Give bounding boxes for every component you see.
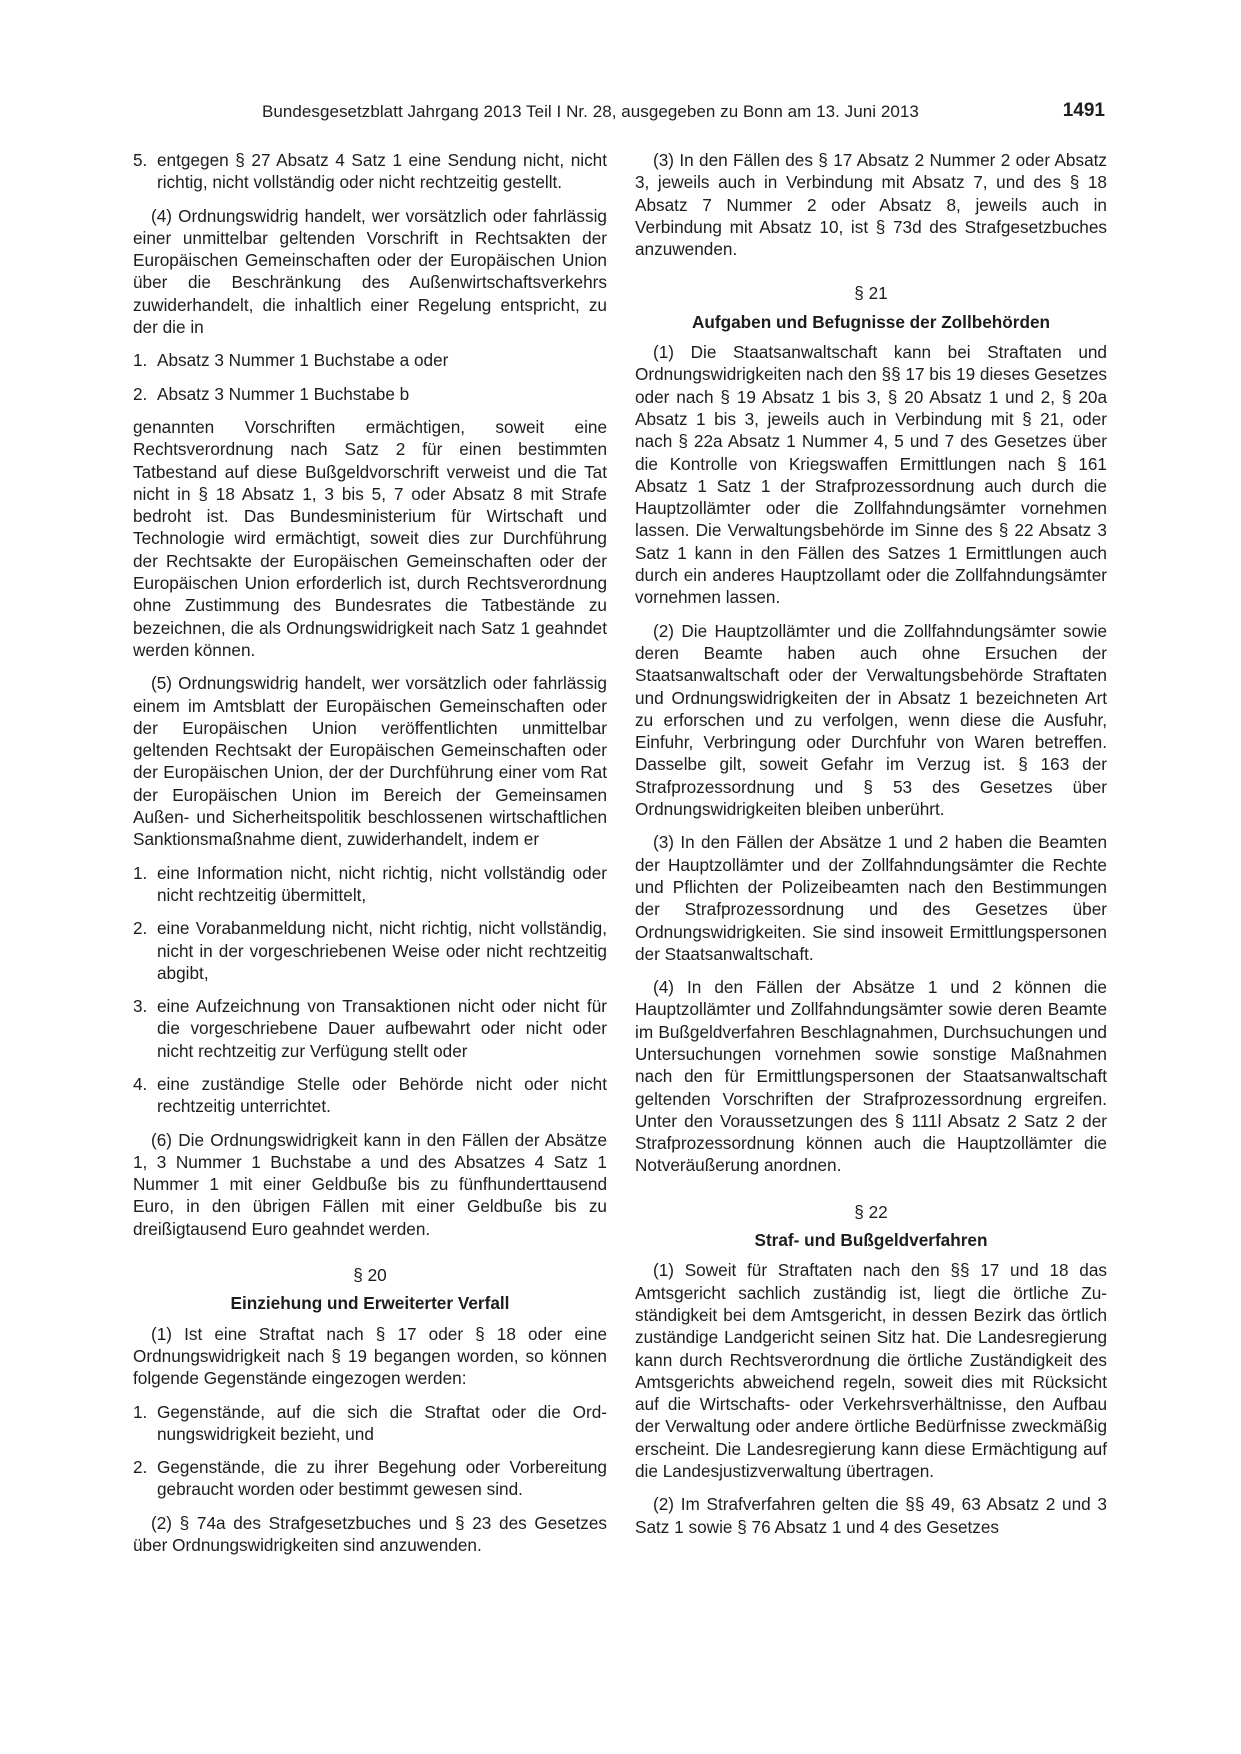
list-item-text: Absatz 3 Nummer 1 Buchstabe b <box>157 383 410 404</box>
paragraph-abs6: (6) Die Ordnungswidrigkeit kann in den Fällen der Absätze 1, 3 Nummer 1 Buchstabe a und des Absatzes 4 Satz 1 Nummer 1 mit einer Geldbuße bis zu fünfhunderttausend Euro, in den übrigen Fällen mit einer Geldbuße bis zu dreißigtausend Euro geahndet werden. <box>133 1129 607 1239</box>
list-item <box>133 1456 607 1501</box>
list-item-text: eine Aufzeichnung von Transaktionen nicht oder nicht für die vorgeschriebene Dauer aufbewahrt oder nicht oder nicht rechtzeitig zur Verfügung stellt oder <box>157 996 607 1061</box>
list-item <box>133 149 607 194</box>
paragraph-sec22-abs2: (2) Im Strafverfahren gelten die §§ 49, 63 Absatz 2 und 3 Satz 1 sowie § 76 Absatz 1 und 4 des Gesetzes <box>635 1494 1107 1537</box>
left-column <box>133 149 607 1567</box>
list-item-text: Gegenstände, auf die sich die Straftat oder die Ordnungswidrigkeit bezieht, und <box>157 1401 607 1444</box>
page-number: 1491 <box>1062 100 1105 121</box>
page-header <box>262 100 1105 128</box>
section-number-22: § 22 <box>854 1201 888 1222</box>
section-title-21: Aufgaben und Befugnisse der Zollbehörden <box>691 311 1051 332</box>
list-item <box>133 995 607 1062</box>
list-item-number: 5. <box>133 150 148 170</box>
list-item <box>133 1401 607 1446</box>
list-item <box>133 862 607 907</box>
list-item <box>133 349 607 371</box>
list-item-text: entgegen § 27 Absatz 4 Satz 1 eine Sendung nicht, nicht richtig, nicht vollständig oder nicht rechtzeitig gestellt. <box>157 150 607 193</box>
paragraph-sec21-abs3: (3) In den Fällen der Absätze 1 und 2 haben die Beamten der Hauptzollämter und der Zollfahndungsämter die Rechte und Pflichten der Polizeibeamten nach den Bestimmungen der Strafprozessordnung und des Gesetzes über Ordnungswidrigkeiten. Sie sind insoweit Ermittlungspersonen der Staatsanwaltschaft. <box>635 832 1107 964</box>
list-item-number: 2. <box>133 383 148 404</box>
list-item <box>133 383 607 405</box>
list-item <box>133 1073 607 1118</box>
paragraph-sec20-abs1: (1) Ist eine Straftat nach § 17 oder § 18 oder eine Ordnungswidrigkeit nach § 19 begangen worden, so können folgende Gegenstände eingezogen werden: <box>133 1323 607 1389</box>
paragraph-sec22-abs1: (1) Soweit für Straftaten nach den §§ 17 und 18 das Amtsgericht sachlich zuständig ist, liegt die örtliche Zuständigkeit bei dem Amtsgericht, in dessen Bezirk das örtlich zuständige Landgericht seinen Sitz hat. Die Landesregierung kann durch Rechtsverordnung die örtliche Zuständigkeit des Amtsgerichts abweichend regeln, soweit dies mit Rücksicht auf die Wirtschafts- oder Verkehrsverhältnisse, den Aufbau der Verwaltung oder andere örtliche Bedürfnisse zweckmäßig erscheint. Die Landesregierung kann diese Ermächtigung auf die Landesjustizverwaltung übertragen. <box>635 1260 1107 1482</box>
list-item-number: 1. <box>133 350 148 371</box>
list-item-number: 2. <box>133 918 148 939</box>
list-item-number: 1. <box>133 862 148 883</box>
list-item-text: Gegenstände, die zu ihrer Begehung oder Vorbereitung gebraucht worden oder bestimmt gewesen sind. <box>157 1457 607 1500</box>
list-item-text: eine Information nicht, nicht richtig, nicht vollständig oder nicht rechtzeitig übermittelt, <box>157 862 607 905</box>
list-item-number: 3. <box>133 996 148 1017</box>
paragraph-abs4: (4) Ordnungswidrig handelt, wer vorsätzlich oder fahrlässig einer unmittelbar geltenden Vorschrift in Rechtsakten der Europäischen Gemeinschaften oder der Europäischen Union über die Beschränkung des Außenwirtschaftsverkehrs zuwiderhandelt, die inhaltlich einer Regelung entspricht, zu der die in <box>133 205 607 338</box>
list-item-number: 1. <box>133 1401 148 1422</box>
paragraph-abs5: (5) Ordnungswidrig handelt, wer vorsätzlich oder fahrlässig einem im Amtsblatt der Europäischen Gemeinschaften oder der Europäischen Union veröffentlichten unmittelbar geltenden Rechtsakt der Europäischen Gemeinschaften oder der Europäischen Union, der der Durchführung einer vom Rat der Europäischen Union im Bereich der Gemeinsamen Außen- und Sicherheitspolitik beschlossenen wirtschaftlichen Sanktionsmaßnahme dient, zuwiderhandelt, indem er <box>133 673 607 850</box>
right-column <box>635 149 1107 1549</box>
list-item <box>133 917 607 984</box>
list-item-text: eine Vorabanmeldung nicht, nicht richtig, nicht vollständig, nicht in der vorgeschriebenen Weise oder nicht rechtzeitig abgibt, <box>157 918 607 983</box>
list-item-number: 4. <box>133 1073 148 1094</box>
paragraph-sec21-abs1: (1) Die Staatsanwaltschaft kann bei Straftaten und Ordnungswidrigkeiten nach den §§ 17 bis 19 dieses Gesetzes oder nach § 19 Absatz 1 bis 3, § 20 Absatz 1 und 2, § 20a Absatz 1 bis 3, jeweils auch in Verbindung mit § 21, oder nach § 22a Absatz 1 Nummer 4, 5 und 7 des Gesetzes über die Kontrolle von Kriegswaffen Ermittlungen nach § 161 Absatz 1 Satz 1 der Strafprozessordnung auch durch die Hauptzollämter oder die Zollfahndungsämter vornehmen lassen. Die Verwaltungsbehörde im Sinne des § 22 Absatz 3 Satz 1 kann in den Fällen des Satzes 1 Ermittlungen auch durch ein anderes Hauptzollamt oder die Zollfahndungsämter vornehmen lassen. <box>635 342 1107 608</box>
section-title-22: Straf- und Bußgeldverfahren <box>754 1230 988 1251</box>
paragraph-sec21-abs4: (4) In den Fällen der Absätze 1 und 2 können die Hauptzollämter und Zollfahndungsämter sowie deren Beamte im Bußgeldverfahren Beschlagnahmen, Durchsuchungen und Untersuchungen vornehmen sowie sonstige Maßnahmen nach den für Ermittlungspersonen der Staatsanwaltschaft geltenden Vorschriften der Strafprozessordnung ergreifen. Unter den Voraussetzungen des § 111l Absatz 2 Satz 2 der Strafprozessordnung können auch die Hauptzollämter die Notveräußerung anordnen. <box>635 977 1107 1176</box>
paragraph-sec20-abs2: (2) § 74a des Strafgesetzbuches und § 23 des Gesetzes über Ordnungswidrigkeiten sind anzuwenden. <box>133 1512 607 1556</box>
list-item-text: Absatz 3 Nummer 1 Buchstabe a oder <box>157 350 449 371</box>
running-title: Bundesgesetzblatt Jahrgang 2013 Teil I Nr. 28, ausgegeben zu Bonn am 13. Juni 2013 <box>262 102 919 121</box>
list-item-number: 2. <box>133 1457 148 1478</box>
paragraph-abs3-previous: (3) In den Fällen des § 17 Absatz 2 Nummer 2 oder Absatz 3, jeweils auch in Verbindung mit Absatz 7, und des § 18 Absatz 7 Nummer 2 oder Absatz 8, jeweils auch in Verbindung mit Absatz 10, ist § 73d des Strafgesetzbuches anzuwenden. <box>635 150 1107 260</box>
paragraph-abs4-continued: genannten Vorschriften ermächtigen, soweit eine Rechtsverordnung nach Satz 2 für einen bestimmten Tatbestand auf diese Bußgeldvorschrift verweist und die Tat nicht in § 18 Absatz 1, 3 bis 5, 7 oder Absatz 8 mit Strafe bedroht ist. Das Bundesministerium für Wirtschaft und Technologie wird ermächtigt, soweit dies zur Durchführung der Rechtsakte der Europäischen Gemeinschaften oder der Europäischen Union erforderlich ist, durch Rechtsverordnung ohne Zustimmung des Bundesrates die Tatbestände zu bezeichnen, die als Ordnungswidrigkeit nach Satz 1 geahndet werden können. <box>133 416 607 660</box>
section-number-20: § 20 <box>353 1265 387 1286</box>
paragraph-sec21-abs2: (2) Die Hauptzollämter und die Zollfahndungsämter sowie deren Beamte haben auch ohne Ersuchen der Staatsanwaltschaft oder der Verwaltungsbehörde Straftaten und Ordnungswidrigkeiten der in Absatz 1 bezeichneten Art zu erforschen und zu verfolgen, wenn diese die Ausfuhr, Einfuhr, Verbringung oder Durchfuhr von Waren betreffen. Dasselbe gilt, soweit Gefahr im Verzug ist. § 163 der Strafprozessordnung und § 53 des Gesetzes über Ordnungswidrigkeiten bleiben unberührt. <box>635 620 1107 820</box>
section-title-20: Einziehung und Erweiterter Verfall <box>230 1293 510 1314</box>
list-item-text: eine zuständige Stelle oder Behörde nicht oder nicht rechtzeitig unterrichtet. <box>157 1073 607 1117</box>
section-number-21: § 21 <box>854 283 888 304</box>
